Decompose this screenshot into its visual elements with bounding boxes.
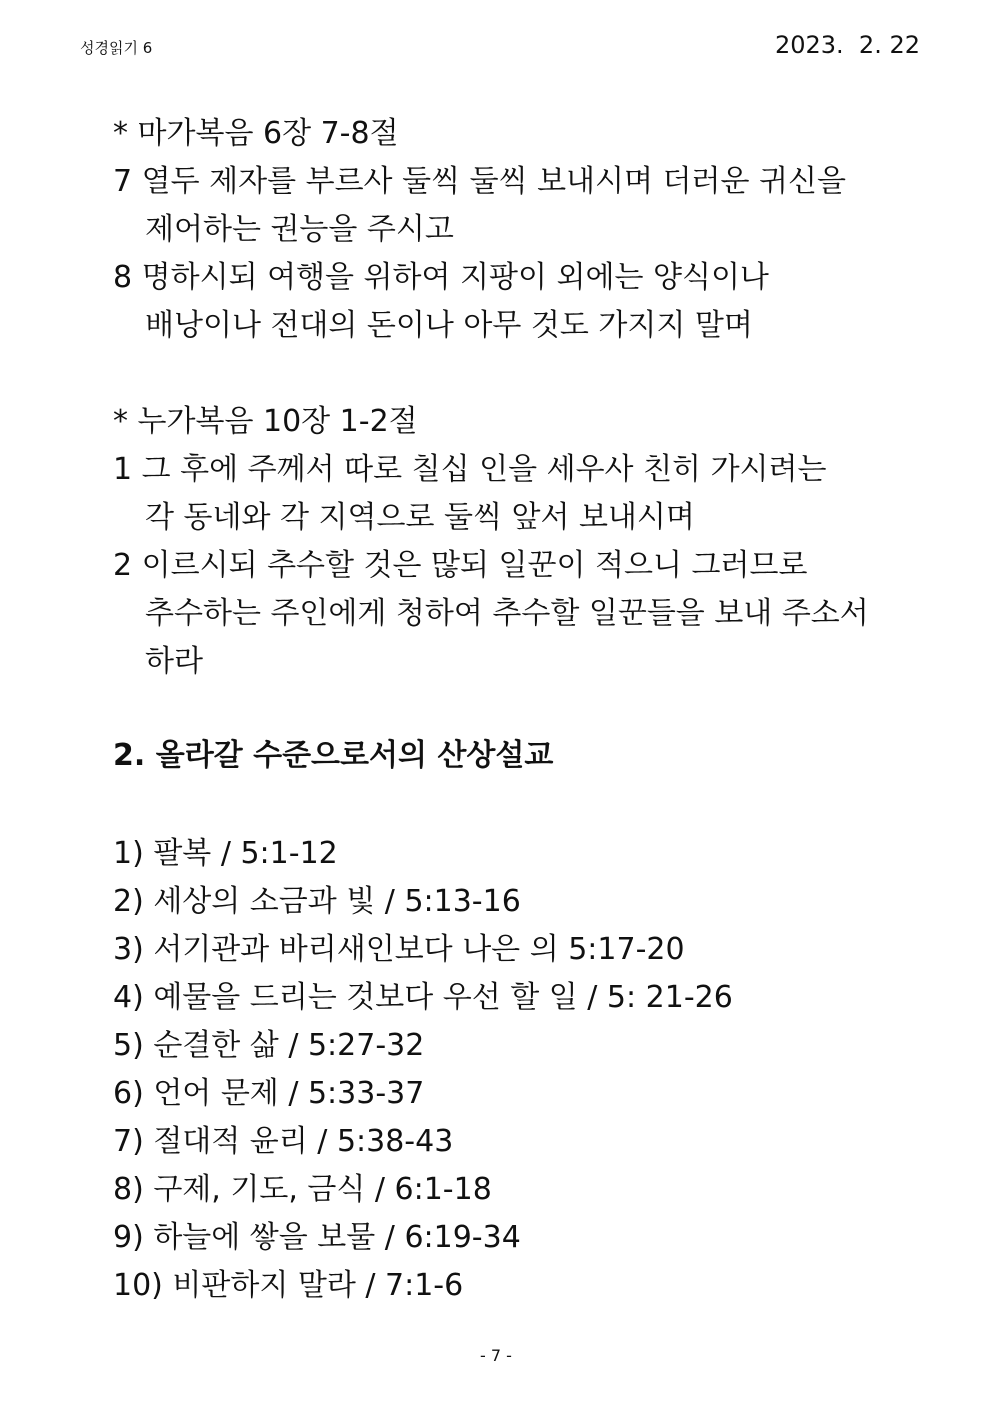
sermon-list-item: 1) 팔복 / 5:1-12 bbox=[113, 836, 338, 871]
luke-verse-2-line-2: 추수하는 주인에게 청하여 추수할 일꾼들을 보내 주소서 bbox=[145, 596, 869, 631]
document-header-title: 성경읽기 6 bbox=[80, 39, 153, 57]
sermon-list-item: 8) 구제, 기도, 금식 / 6:1-18 bbox=[113, 1172, 492, 1207]
luke-verse-1-line-1: 1 그 후에 주께서 따로 칠십 인을 세우사 친히 가시려는 bbox=[113, 452, 827, 487]
luke-verse-2-line-1: 2 이르시되 추수할 것은 많되 일꾼이 적으니 그러므로 bbox=[113, 548, 808, 583]
luke-verse-2-line-3: 하라 bbox=[145, 644, 203, 679]
sermon-list-item: 3) 서기관과 바리새인보다 나은 의 5:17-20 bbox=[113, 932, 685, 967]
mark-verse-7-line-2: 제어하는 권능을 주시고 bbox=[145, 212, 454, 247]
page-number: - 7 - bbox=[480, 1346, 512, 1365]
sermon-list-item: 7) 절대적 윤리 / 5:38-43 bbox=[113, 1124, 454, 1159]
sermon-list-item: 2) 세상의 소금과 빛 / 5:13-16 bbox=[113, 884, 521, 919]
mark-verse-8-line-2: 배낭이나 전대의 돈이나 아무 것도 가지지 말며 bbox=[145, 308, 753, 343]
document-header-date: 2023. 2. 22 bbox=[774, 31, 920, 59]
luke-passage-title: * 누가복음 10장 1-2절 bbox=[113, 404, 418, 439]
luke-verse-1-line-2: 각 동네와 각 지역으로 둘씩 앞서 보내시며 bbox=[145, 500, 695, 535]
mark-passage-title: * 마가복음 6장 7-8절 bbox=[113, 116, 399, 151]
mark-verse-7-line-1: 7 열두 제자를 부르사 둘씩 둘씩 보내시며 더러운 귀신을 bbox=[113, 164, 846, 199]
sermon-list-item: 6) 언어 문제 / 5:33-37 bbox=[113, 1076, 425, 1111]
section-heading: 2. 올라갈 수준으로서의 산상설교 bbox=[113, 738, 554, 773]
sermon-list-item: 5) 순결한 삶 / 5:27-32 bbox=[113, 1028, 425, 1063]
mark-verse-8-line-1: 8 명하시되 여행을 위하여 지팡이 외에는 양식이나 bbox=[113, 260, 769, 295]
sermon-list-item: 4) 예물을 드리는 것보다 우선 할 일 / 5: 21-26 bbox=[113, 980, 733, 1015]
sermon-list-item: 9) 하늘에 쌓을 보물 / 6:19-34 bbox=[113, 1220, 521, 1255]
sermon-list-item: 10) 비판하지 말라 / 7:1-6 bbox=[113, 1268, 464, 1303]
